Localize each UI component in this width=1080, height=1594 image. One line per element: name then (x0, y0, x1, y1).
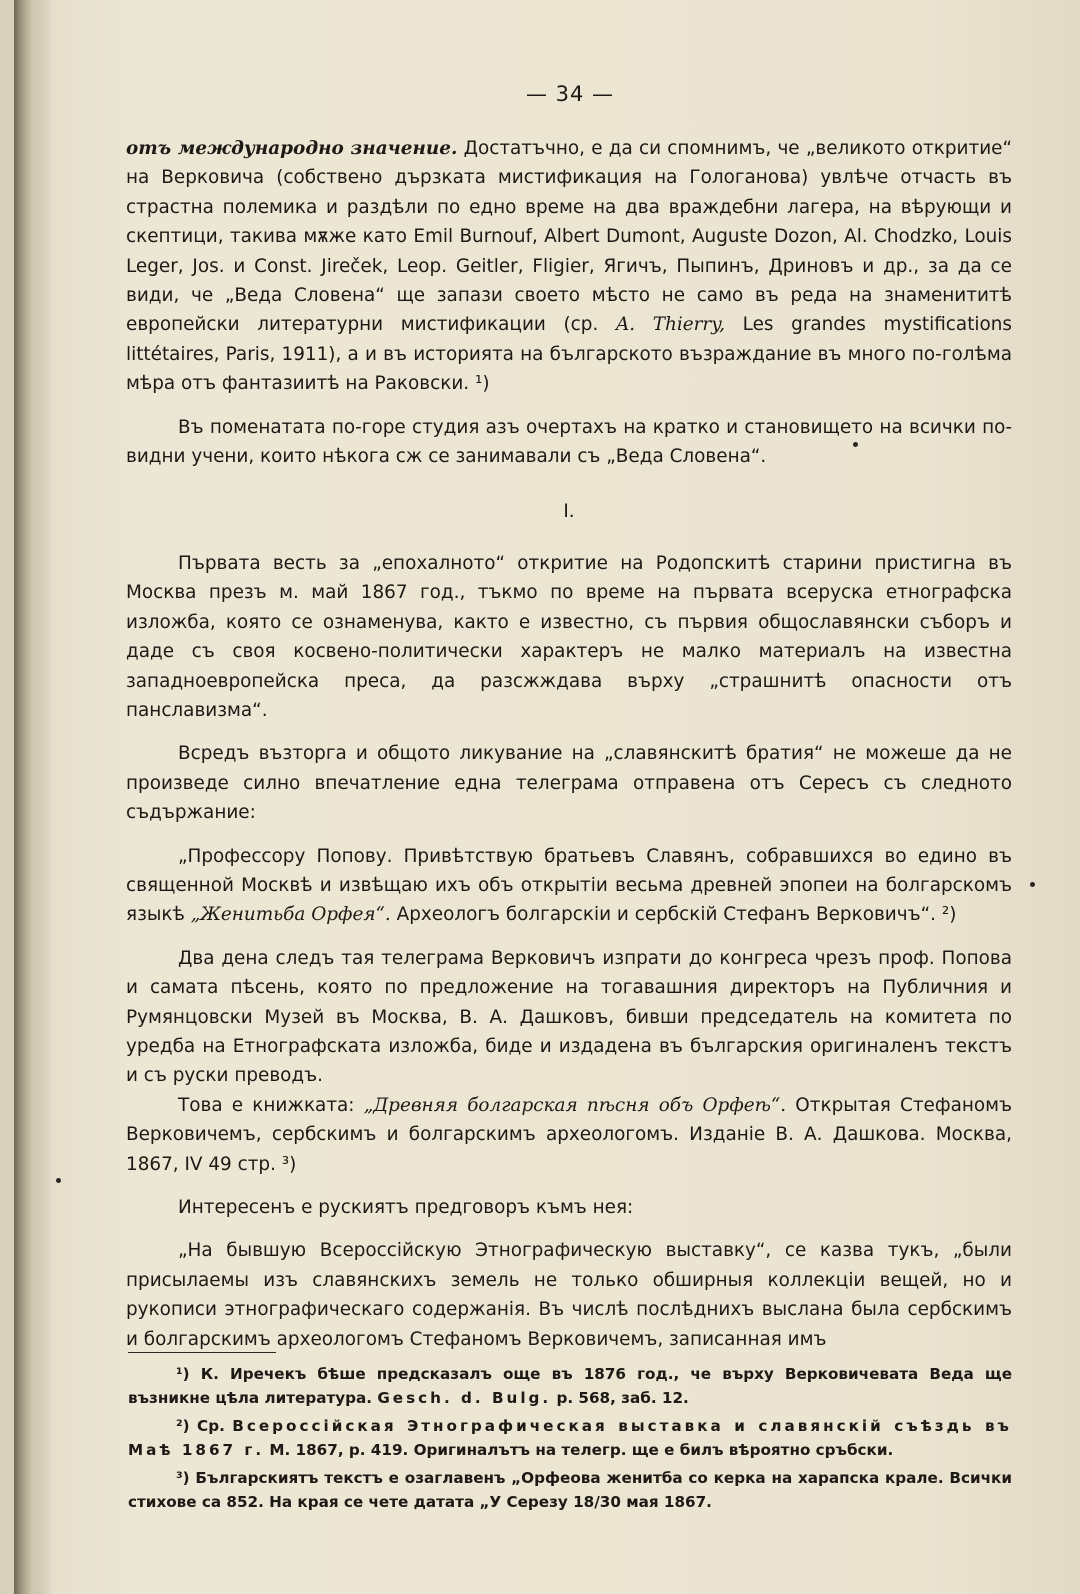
paragraph-7-text-a: Това е книжката: (178, 1094, 364, 1116)
paragraph-4: Всредъ възторга и общото ликувание на „славянскитѣ братия“ не можеше да не произведе силно впечатление една телеграма отправена отъ Сересъ съ следното съдържание: (126, 743, 1012, 824)
paragraph-8: Интересенъ е рускиятъ предговоръ къмъ нея: (178, 1197, 634, 1218)
ink-speck (853, 442, 858, 447)
chapter-heading: I. (563, 501, 575, 523)
paragraph-9-quote: „На бывшую Всероссійскую Этнографическую выставку“, се казва тукъ, „были присылаемы изъ славянскихъ земель не только обширныя коллекціи вещей, но и рукописи этнографическаго содержанія. Въ числѣ послѣднихъ выслана была сербскимъ и болгарскимъ археологомъ Стефаномъ Верковичемъ, записанная имъ (126, 1240, 1012, 1350)
footnote-1-source: Gesch. d. Bulg. (377, 1389, 552, 1407)
footnote-1-text-b: p. 568, заб. 12. (551, 1389, 689, 1407)
paragraph-5-telegram (126, 842, 1012, 930)
footnote-1 (128, 1362, 1012, 1410)
ink-speck (1030, 882, 1035, 887)
paragraph-1 (126, 134, 1012, 399)
paragraph-5-text-b: Археологъ болгарскіи и сербскій Стефанъ Верковичъ“. ²) (390, 904, 957, 926)
paragraph-1-text-b: Les grandes mystifications littétaires, Paris, 1911), а и въ историята на българското възраждание въ много по-голѣма мѣра отъ фантазиитѣ на Раковски. ¹) (126, 314, 1013, 395)
paragraph-1-lead: отъ международно значение. (126, 138, 458, 159)
main-text (126, 134, 1012, 1354)
paragraph-6: Два дена следъ тая телеграма Верковичъ изпрати до конгреса чрезъ проф. Попова и самата пѣсень, която по предложение на тогавашния директоръ на Публичния и Румянцовски Музей въ Москва, В. А. Дашковъ, бивши председатель на комитета по уредба на Етнографската изложба, биде и издадена въ българския оригиналенъ текстъ и съ руски преводъ. (126, 947, 1012, 1087)
footnotes (128, 1362, 1012, 1518)
paragraph-7-title: „Древняя болгарская пѣсня объ Орфеѣ“. (363, 1094, 787, 1116)
book-spine-shadow (14, 0, 52, 1594)
footnote-2 (128, 1414, 1012, 1462)
footnote-2-source: Всероссійская Этнографическая выставка и славянскій съѣздь въ Маѣ 1867 г. (128, 1417, 1012, 1459)
paragraph-3: Първата весть за „епохалното“ откритие на Родопскитѣ старини пристигна въ Москва презъ м. май 1867 год., тъкмо по време на първата всеруска етнографска изложба, която се ознаменува, както е известно, съ първия общославянски съборъ и даде съ своя косвено-политически характеръ не малко материалъ на известна западноевропейска преса, да разсжждава върху „страшнитѣ опасности отъ панславизма“. (126, 552, 1012, 721)
paragraph-2: Въ поменатата по-горе студия азъ очертахъ на кратко и становището на всички по-видни учени, които нѣкога сж се занимавали съ „Веда Словена“. (126, 416, 1012, 468)
footnote-2-text-a: ²) Ср. (176, 1417, 233, 1435)
paragraph-7-text-b: Открытая Стефаномъ Верковичемъ, сербскимъ и болгарскимъ археологомъ. Изданіе В. А. Дашкова. Москва, 1867, IV 49 стр. ³) (126, 1094, 1013, 1175)
page-number: — 34 — (525, 82, 615, 106)
ink-speck (56, 1178, 61, 1183)
paragraph-5-title: „Женитьба Орфея“. (190, 904, 391, 926)
footnote-divider (128, 1352, 276, 1353)
paragraph-5-text-a: „Профессору Попову. Привѣтствую братьевъ Славянъ, собравшихся во едино въ священной Москвѣ и извѣщаю ихъ объ открытіи весьма древней эпопеи на болгарскомъ языкѣ (126, 845, 1012, 926)
footnote-3: ³) Българскиятъ текстъ е озаглавенъ „Орфеова женитба со керка на харапска крале. Всички стихове са 852. На края се чете датата „У Серезу 18/30 мая 1867. (128, 1469, 1012, 1511)
paragraph-1-author: A. Thierry, (615, 314, 726, 336)
footnote-1-text-a: ¹) К. Иречекъ бѣше предсказалъ още въ 1876 год., че върху Верковичевата Веда ще възникне цѣла литература. (128, 1365, 1012, 1407)
footnote-2-text-b: М. 1867, р. 419. Оригиналътъ на телегр. ще е билъ вѣроятно сръбски. (264, 1441, 894, 1459)
paragraph-7 (126, 1091, 1012, 1179)
paragraph-1-text-a: Достатъчно, е да си спомнимъ, че „великото откритие“ на Верковича (собствено дързката мистификация на Гологанова) увлѣче отчасть въ страстна полемика и раздѣли по едно време на два враждебни лагера, на вѣрующи и скептици, такива мѫже като Emil Burnouf, Albert Dumont, Auguste Dozon, Al. Chodzko, Louis Leger, Jos. и Const. Jireček, Leop. Geitler, Fligier, Ягичъ, Пыпинъ, Дриновъ и др., за да се види, че „Веда Словена“ ще запази своето мѣсто не само въ реда на знаменититѣ европейски литературни мистификации (ср. (126, 138, 1012, 336)
